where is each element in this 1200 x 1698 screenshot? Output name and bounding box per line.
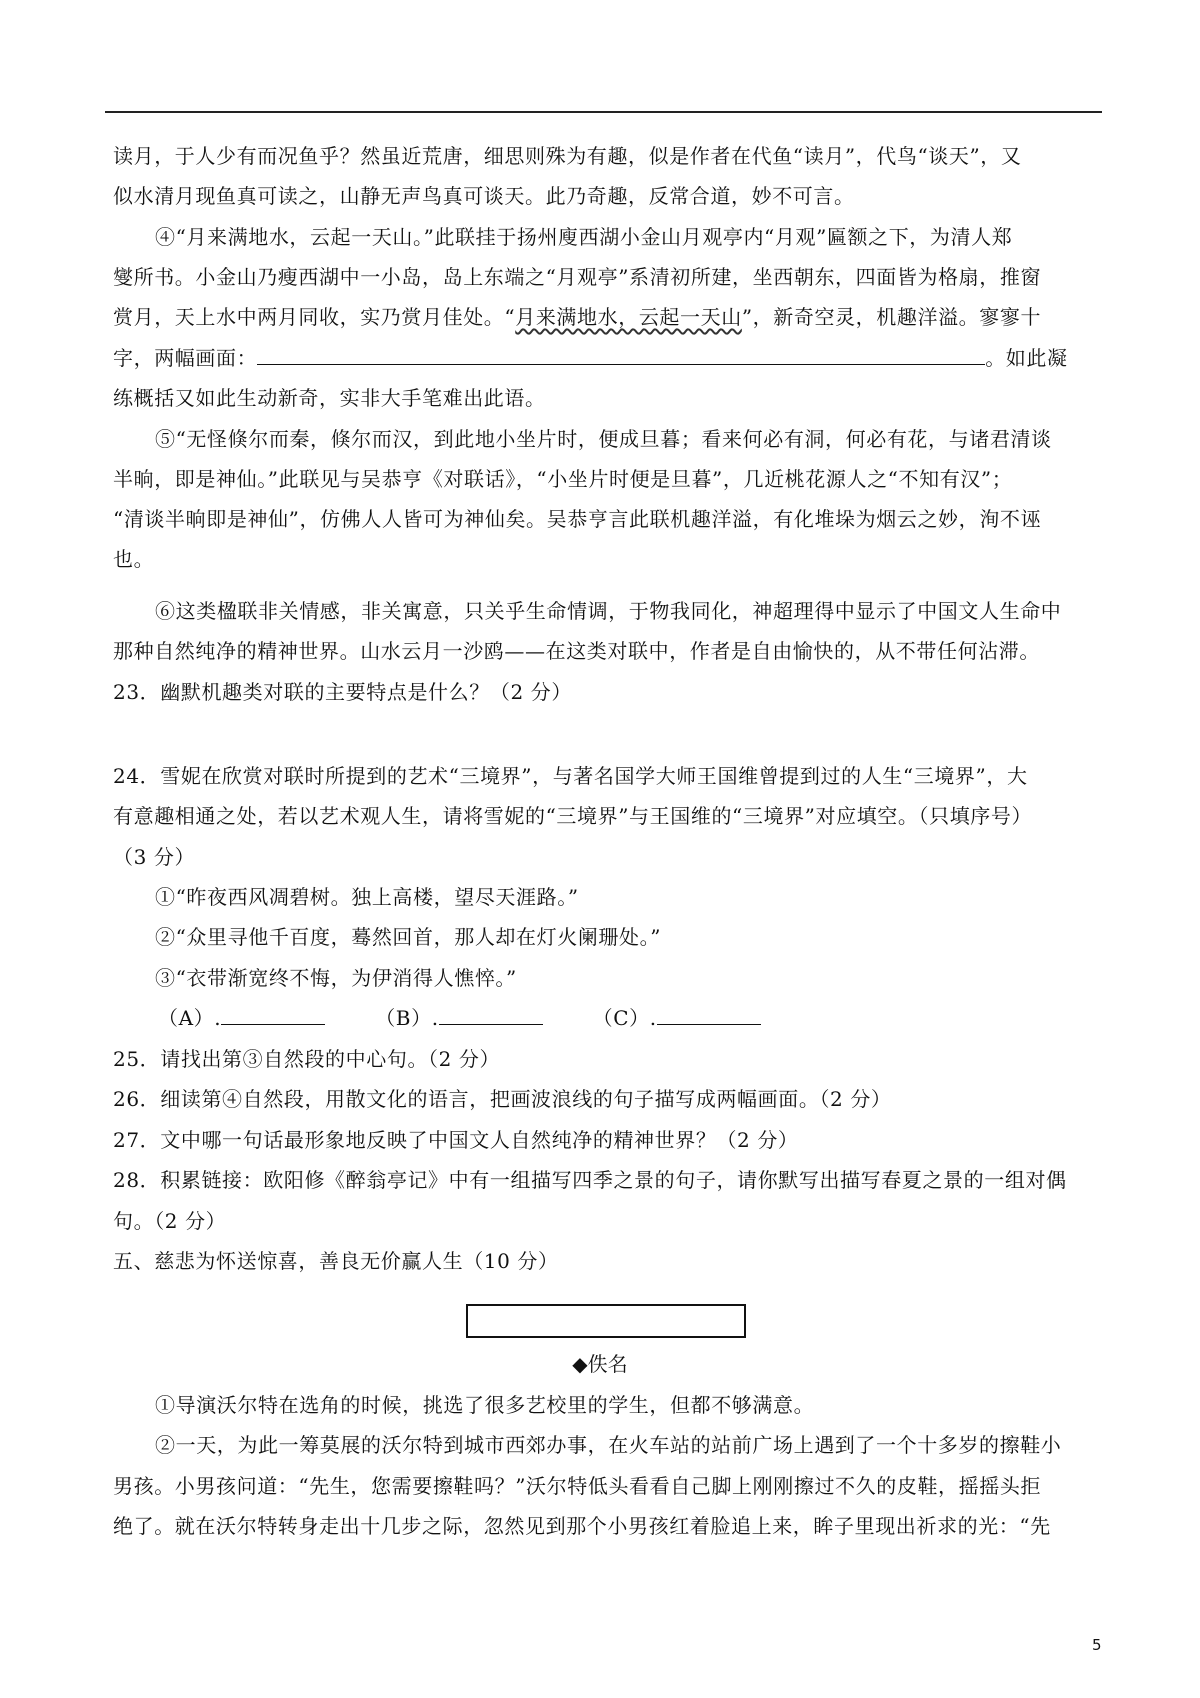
text-line — [113, 346, 1068, 370]
text-line: 燮所书。小金山乃瘦西湖中一小岛，岛上东端之“月观亭”系清初所建，坐西朝东，四面皆为格扇，推窗 — [113, 265, 1042, 289]
text-segment: 字，两幅画面： — [113, 346, 258, 370]
blank-label-a: （A）. — [158, 1006, 222, 1030]
question-27: 27．文中哪一句话最形象地反映了中国文人自然纯净的精神世界？（2 分） — [113, 1128, 799, 1152]
header-rule — [105, 111, 1102, 113]
text-line: 也。 — [113, 547, 155, 571]
page-number: 5 — [1092, 1636, 1102, 1654]
text-line: 绝了。就在沃尔特转身走出十几步之际，忽然见到那个小男孩红着脸追上来，眸子里现出祈求的光：“先 — [113, 1514, 1051, 1538]
text-line: ②一天，为此一筹莫展的沃尔特到城市西郊办事，在火车站的站前广场上遇到了一个十多岁的擦鞋小 — [155, 1433, 1062, 1457]
text-segment: 赏月，天上水中两月同收，实乃赏月佳处。“ — [113, 305, 516, 329]
question-26: 26．细读第④自然段，用散文化的语言，把画波浪线的句子描写成两幅画面。（2 分） — [113, 1087, 892, 1111]
question-28: 28．积累链接：欧阳修《醉翁亭记》中有一组描写四季之景的句子，请你默写出描写春夏之景的一组对偶 — [113, 1168, 1067, 1192]
section-heading: 五、慈悲为怀送惊喜，善良无价赢人生（10 分） — [113, 1249, 559, 1273]
text-line — [113, 305, 1041, 329]
text-line: ①导演沃尔特在选角的时候，挑选了很多艺校里的学生，但都不够满意。 — [155, 1393, 815, 1417]
wavy-underlined-sentence: 月来满地水，云起一天山 — [515, 305, 742, 329]
text-line: 句。（2 分） — [113, 1209, 227, 1233]
text-line: 半晌，即是神仙。”此联见与吴恭亨《对联话》，“小坐片时便是旦暮”，几近桃花源人之“不知有汉”； — [113, 467, 1013, 491]
text-line: 似水清月现鱼真可读之，山静无声鸟真可谈天。此乃奇趣，反常合道，妙不可言。 — [113, 184, 855, 208]
text-segment: ”，新奇空灵，机趣洋溢。寥寥十 — [741, 305, 1042, 329]
text-line: ④“月来满地水，云起一天山。”此联挂于扬州廋西湖小金山月观亭内“月观”匾额之下，为清人郑 — [155, 225, 1013, 249]
author-line: ◆佚名 — [572, 1352, 628, 1376]
answer-blank[interactable] — [257, 346, 985, 365]
option-1: ①“昨夜西风凋碧树。独上高楼，望尽天涯路。” — [155, 885, 579, 909]
title-blank-box[interactable] — [466, 1304, 746, 1338]
text-line: ⑤“无怪倏尔而秦，倏尔而汉，到此地小坐片时，便成旦暮；看来何必有洞，何必有花，与诸君清谈 — [155, 427, 1052, 451]
option-3: ③“衣带渐宽终不悔，为伊消得人憔悴。” — [155, 966, 517, 990]
text-segment: 。如此凝 — [985, 346, 1068, 370]
question-24: 24．雪妮在欣赏对联时所提到的艺术“三境界”，与著名国学大师王国维曾提到过的人生“三境界”，大 — [113, 764, 1028, 788]
text-line: 读月，于人少有而况鱼乎？然虽近荒唐，细思则殊为有趣，似是作者在代鱼“读月”，代鸟“谈天”，又 — [113, 144, 1022, 168]
text-line: 男孩。小男孩问道：“先生，您需要擦鞋吗？”沃尔特低头看看自己脚上刚刚擦过不久的皮鞋，摇摇头拒 — [113, 1474, 1042, 1498]
text-line: 有意趣相通之处，若以艺术观人生，请将雪妮的“三境界”与王国维的“三境界”对应填空。（只填序号） — [113, 804, 1033, 828]
option-2: ②“众里寻他千百度，蓦然回首，那人却在灯火阑珊处。” — [155, 925, 662, 949]
fill-blanks-row — [158, 1006, 761, 1030]
blank-label-b: （B）. — [375, 1006, 439, 1030]
answer-blank-b[interactable] — [439, 1006, 543, 1025]
text-line: “清谈半晌即是神仙”，仿佛人人皆可为神仙矣。吴恭亨言此联机趣洋溢，有化堆垛为烟云之妙，洵不诬 — [113, 507, 1042, 531]
text-line: 那种自然纯净的精神世界。山水云月一沙鸥——在这类对联中，作者是自由愉快的，从不带任何沾滞。 — [113, 639, 1040, 663]
text-line: （3 分） — [113, 845, 196, 869]
text-line: 练概括又如此生动新奇，实非大手笔难出此语。 — [113, 386, 546, 410]
blank-label-c: （C）. — [592, 1006, 657, 1030]
answer-blank-a[interactable] — [221, 1006, 325, 1025]
text-line: ⑥这类楹联非关情感，非关寓意，只关乎生命情调，于物我同化，神超理得中显示了中国文人生命中 — [155, 599, 1062, 623]
question-25: 25．请找出第③自然段的中心句。（2 分） — [113, 1047, 501, 1071]
answer-blank-c[interactable] — [657, 1006, 761, 1025]
question-23: 23．幽默机趣类对联的主要特点是什么？（2 分） — [113, 680, 572, 704]
